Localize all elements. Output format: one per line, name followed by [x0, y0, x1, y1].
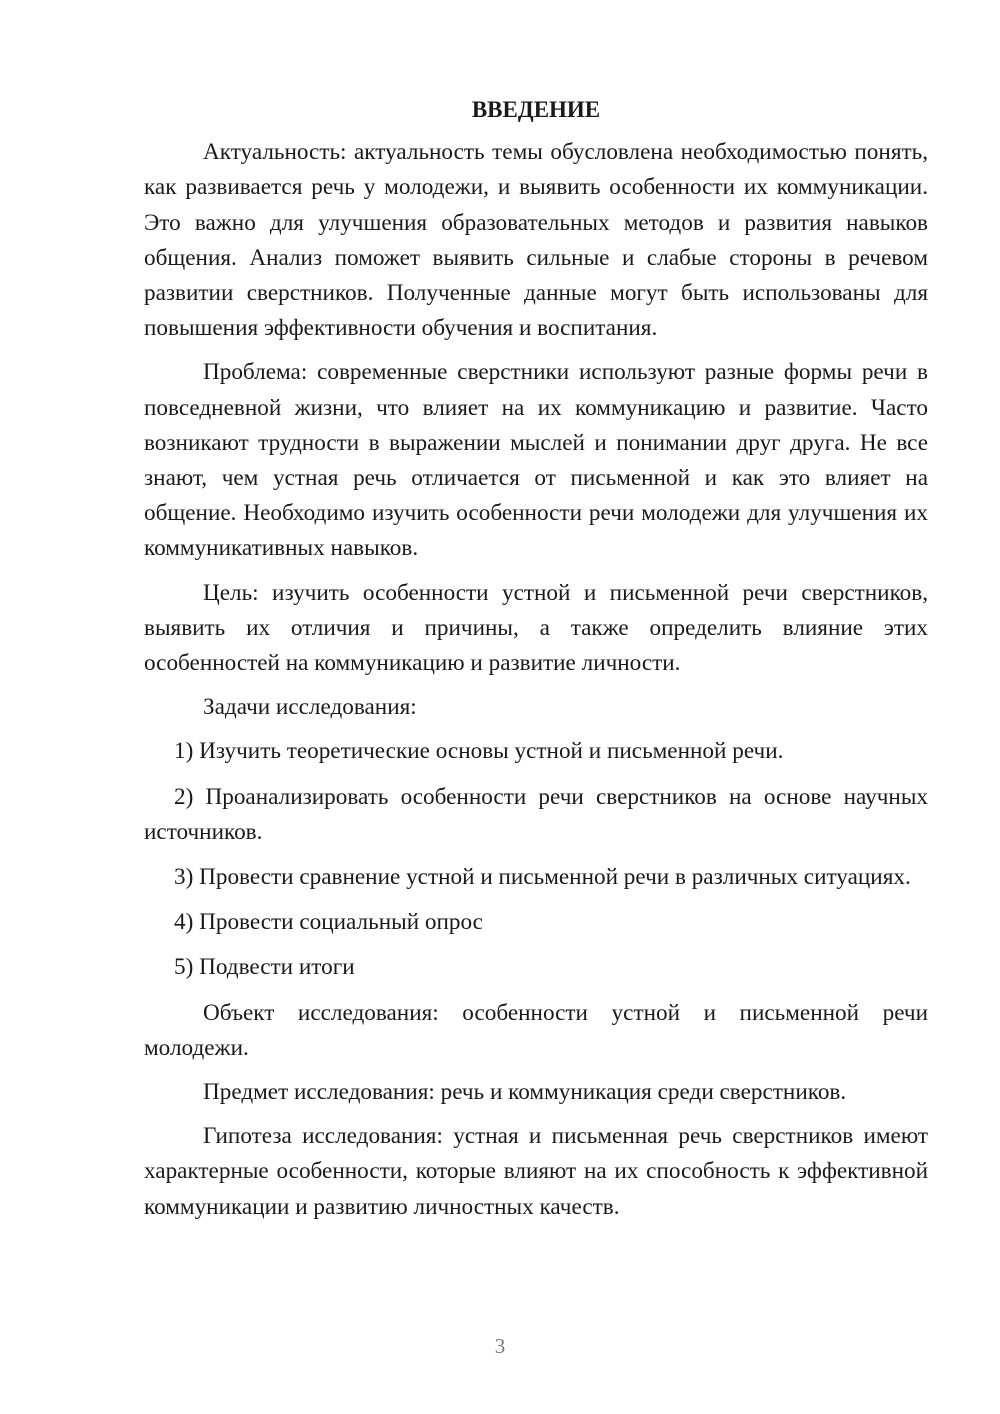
section-title: ВВЕДЕНИЕ [471, 97, 601, 122]
page-content [144, 92, 928, 1225]
goal-paragraph: Цель: изучить особенности устной и письменной речи сверстников, выявить их отличия и причины, а также определить влияние этих особенностей на коммуникацию и развитие личности. [144, 579, 928, 677]
relevance-paragraph: Актуальность: актуальность темы обусловлена необходимостью понять, как развивается речь у молодежи, и выявить особенности их коммуникации. Это важно для улучшения образовательных методов и развития навыков общения. Анализ поможет выявить сильные и слабые стороны в речевом развитии сверстников. Полученные данные могут быть использованы для повышения эффективности обучения и воспитания. [144, 139, 928, 342]
task-item-3: 3) Провести сравнение устной и письменной речи в различных ситуациях. [174, 864, 911, 891]
subject-paragraph: Предмет исследования: речь и коммуникация среди сверстников. [203, 1079, 847, 1106]
task-item-5: 5) Подвести итоги [174, 954, 355, 981]
page-number: 3 [494, 1334, 506, 1358]
task-item-1: 1) Изучить теоретические основы устной и письменной речи. [174, 738, 784, 765]
problem-paragraph: Проблема: современные сверстники используют разные формы речи в повседневной жизни, что влияет на их коммуникацию и развитие. Часто возникают трудности в выражении мыслей и понимании друг друга. Не все знают, чем устная речь отличается от письменной и как это влияет на общение. Необходимо изучить особенности речи молодежи для улучшения их коммуникативных навыков. [144, 359, 928, 562]
object-paragraph: Объект исследования: особенности устной и письменной речи молодежи. [144, 999, 928, 1061]
task-item-4: 4) Провести социальный опрос [174, 909, 483, 936]
hypothesis-paragraph: Гипотеза исследования: устная и письменная речь сверстников имеют характерные особенности, которые влияют на их способность к эффективной коммуникации и развитию личностных качеств. [144, 1123, 928, 1220]
task-item-2: 2) Проанализировать особенности речи сверстников на основе научных источников. [144, 783, 928, 845]
tasks-heading: Задачи исследования: [203, 694, 417, 721]
